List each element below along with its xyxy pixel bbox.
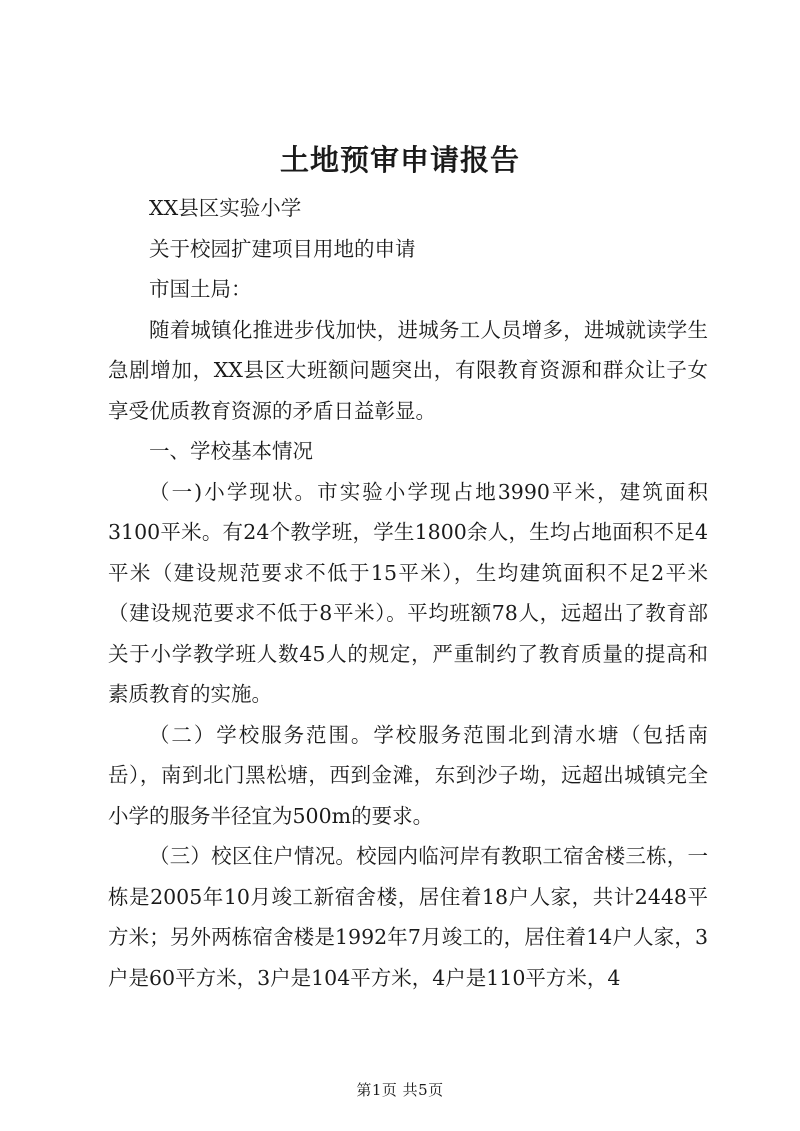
document-body (108, 188, 708, 998)
section-heading: 一、学校基本情况 (149, 439, 313, 463)
subsection-paragraph: （三）校区住户情况。校园内临河岸有教职工宿舍楼三栋，一栋是2005年10月竣工新宿舍楼，居住着18户人家，共计2448平方米；另外两栋宿舍楼是1992年7月竣工的，居住着14户人家，3户是60平方米，3户是104平方米，4户是110平方米，4 (108, 844, 708, 990)
recipient-line: 市国土局： (149, 277, 252, 301)
application-subject-line: 关于校园扩建项目用地的申请 (149, 236, 416, 261)
school-name-line: XX县区实验小学 (149, 196, 302, 220)
intro-paragraph: 随着城镇化推进步伐加快，进城务工人员增多，进城就读学生急剧增加，XX县区大班额问题突出，有限教育资源和群众让子女享受优质教育资源的矛盾日益彰显。 (108, 317, 708, 423)
page-indicator: 第1页 共5页 (356, 1081, 444, 1099)
document-title: 土地预审申请报告 (279, 143, 520, 177)
subsection-paragraph: （一)小学现状。市实验小学现占地3990平米，建筑面积3100平米。有24个教学班，学生1800余人，生均占地面积不足4平米（建设规范要求不低于15平米），生均建筑面积不足2平米（建设规范要求不低于8平米）。平均班额78人，远超出了教育部关于小学教学班人数45人的规定，严重制约了教育质量的提高和素质教育的实施。 (108, 479, 708, 706)
subsection-paragraph: （二）学校服务范围。学校服务范围北到清水塘（包括南岳），南到北门黑松塘，西到金滩，东到沙子坳，远超出城镇完全小学的服务半径宜为500m的要求。 (108, 722, 708, 828)
